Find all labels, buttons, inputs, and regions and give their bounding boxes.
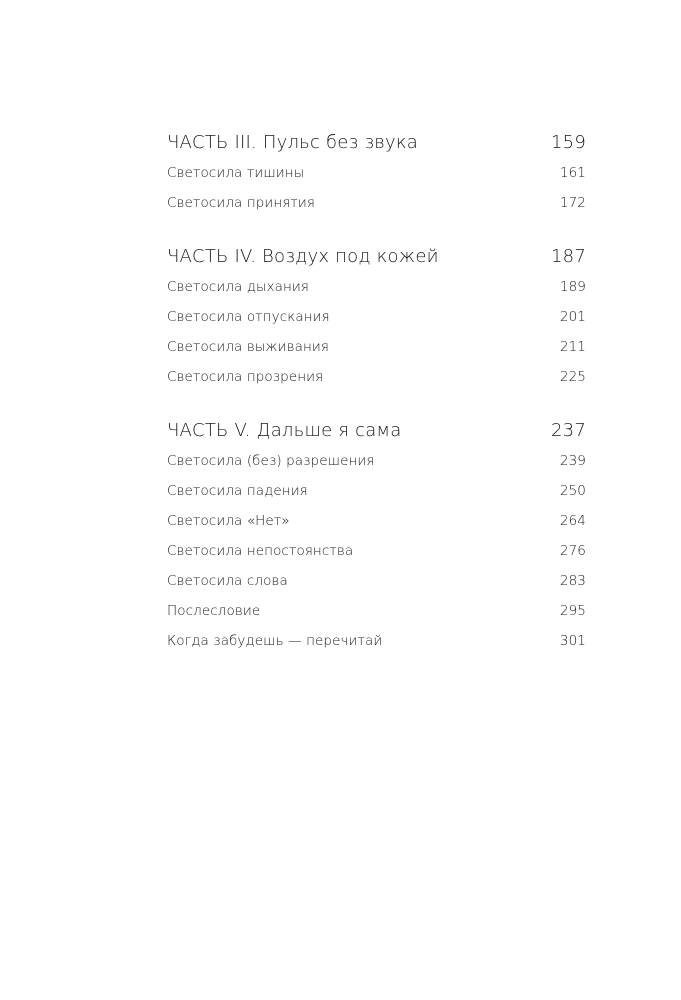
part-header bbox=[167, 416, 586, 446]
entry-page-number: 201 bbox=[559, 309, 586, 325]
toc-entry bbox=[167, 332, 586, 362]
entry-title: Светосила отпускания bbox=[167, 309, 330, 325]
entry-title: Светосила непостоянства bbox=[167, 543, 354, 559]
toc-entry bbox=[167, 536, 586, 566]
entry-title: Когда забудешь — перечитай bbox=[167, 633, 383, 649]
part-3 bbox=[167, 128, 586, 218]
entry-page-number: 250 bbox=[559, 483, 586, 499]
entry-page-number: 295 bbox=[559, 603, 586, 619]
toc-entry bbox=[167, 362, 586, 392]
entry-title: Светосила «Нет» bbox=[167, 513, 290, 529]
toc-entry bbox=[167, 506, 586, 536]
part-page-number: 237 bbox=[551, 420, 586, 441]
entry-page-number: 225 bbox=[559, 369, 586, 385]
entry-page-number: 161 bbox=[559, 165, 586, 181]
entry-title: Светосила дыхания bbox=[167, 279, 309, 295]
entry-title: Послесловие bbox=[167, 603, 261, 619]
part-header bbox=[167, 242, 586, 272]
part-title: ЧАСТЬ IV. Воздух под кожей bbox=[167, 246, 439, 267]
entry-page-number: 172 bbox=[559, 195, 586, 211]
entry-page-number: 283 bbox=[559, 573, 586, 589]
toc-entry bbox=[167, 158, 586, 188]
entry-page-number: 276 bbox=[559, 543, 586, 559]
entry-page-number: 211 bbox=[559, 339, 586, 355]
entry-title: Светосила падения bbox=[167, 483, 308, 499]
part-5 bbox=[167, 416, 586, 656]
part-header bbox=[167, 128, 586, 158]
entry-page-number: 189 bbox=[559, 279, 586, 295]
part-page-number: 159 bbox=[551, 132, 586, 153]
part-page-number: 187 bbox=[551, 246, 586, 267]
table-of-contents bbox=[167, 128, 586, 680]
entry-title: Светосила прозрения bbox=[167, 369, 324, 385]
entry-title: Светосила тишины bbox=[167, 165, 305, 181]
toc-entry bbox=[167, 188, 586, 218]
entry-title: Светосила выживания bbox=[167, 339, 330, 355]
part-title: ЧАСТЬ III. Пульс без звука bbox=[167, 132, 418, 153]
entry-title: Светосила принятия bbox=[167, 195, 316, 211]
entry-page-number: 301 bbox=[559, 633, 586, 649]
entry-page-number: 264 bbox=[559, 513, 586, 529]
toc-entry bbox=[167, 272, 586, 302]
entry-title: Светосила (без) разрешения bbox=[167, 453, 375, 469]
toc-entry bbox=[167, 302, 586, 332]
part-title: ЧАСТЬ V. Дальше я сама bbox=[167, 420, 402, 441]
toc-entry bbox=[167, 626, 586, 656]
toc-entry bbox=[167, 566, 586, 596]
entry-page-number: 239 bbox=[559, 453, 586, 469]
toc-entry bbox=[167, 596, 586, 626]
entry-title: Светосила слова bbox=[167, 573, 288, 589]
part-4 bbox=[167, 242, 586, 392]
toc-entry bbox=[167, 446, 586, 476]
toc-entry bbox=[167, 476, 586, 506]
